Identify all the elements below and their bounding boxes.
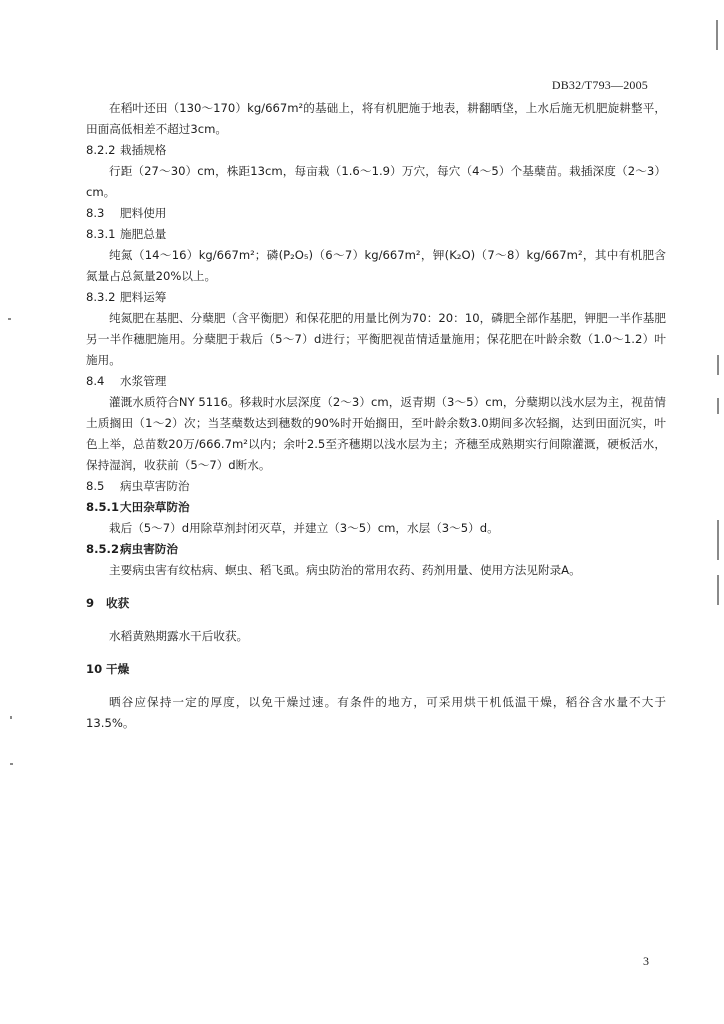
body-paragraph: 灌溉水质符合NY 5116。移栽时水层深度（2～3）cm，返青期（3～5）cm，分蘖期以浅水层为主，视苗情土质搁田（1～2）次；当茎蘖数达到穗数的90%时开始搁田，至叶龄余数3.0期间多次轻搁，达到田面沉实，叶色上举，总苗数20万/666.7m²以内；余叶2.5至齐穗期以浅水层为主；齐穗至成熟期实行间隙灌溉，硬板活水，保持湿润，收获前（5～7）d断水。 xyxy=(86,395,666,472)
heading-number: 10 xyxy=(86,662,103,676)
heading-number: 8.3.2 xyxy=(86,290,116,304)
scan-mark-right xyxy=(717,355,719,375)
body-paragraph: 晒谷应保持一定的厚度，以免干燥过速。有条件的地方，可采用烘干机低温干燥，稻谷含水量不大于13.5%。 xyxy=(86,695,666,730)
heading-number: 8.5.1 xyxy=(86,500,120,514)
scan-mark-left xyxy=(10,763,13,765)
body-paragraph: 行距（27～30）cm，株距13cm，每亩栽（1.6～1.9）万穴，每穴（4～5）个基蘖苗。栽插深度（2～3）cm。 xyxy=(86,164,666,199)
section-heading xyxy=(86,371,666,392)
section-heading xyxy=(86,224,666,245)
scan-mark-right xyxy=(717,575,719,605)
heading-number: 8.2.2 xyxy=(86,143,116,157)
heading-title: 病虫害防治 xyxy=(120,542,178,556)
scan-mark-left xyxy=(10,716,12,719)
body-paragraph: 在稻叶还田（130～170）kg/667m²的基础上，将有机肥施于地表，耕翻晒垡，上水后施无机肥旋耕整平，田面高低相差不超过3cm。 xyxy=(86,101,666,136)
heading-number: 9 xyxy=(86,596,95,610)
heading-number: 8.5.2 xyxy=(86,542,120,556)
body-paragraph: 水稻黄熟期露水干后收获。 xyxy=(109,629,249,643)
heading-title: 肥料运筹 xyxy=(120,290,167,304)
heading-title: 栽插规格 xyxy=(120,143,167,157)
standard-code: DB32/T793—2005 xyxy=(551,78,648,92)
heading-title: 收获 xyxy=(106,596,130,610)
scan-mark-right xyxy=(716,20,718,50)
section-heading xyxy=(86,497,666,518)
section-heading xyxy=(86,287,666,308)
body-paragraph: 栽后（5～7）d用除草剂封闭灭草，并建立（3～5）cm，水层（3～5）d。 xyxy=(109,521,499,535)
heading-title: 病虫草害防治 xyxy=(120,479,190,493)
heading-title: 水浆管理 xyxy=(120,374,167,388)
heading-number: 8.4 xyxy=(86,374,105,388)
heading-number: 8.5 xyxy=(86,479,105,493)
body-paragraph: 主要病虫害有纹枯病、螟虫、稻飞虱。病虫防治的常用农药、药剂用量、使用方法见附录A。 xyxy=(109,563,581,577)
heading-number: 8.3.1 xyxy=(86,227,116,241)
heading-title: 肥料使用 xyxy=(120,206,167,220)
body-paragraph: 纯氮（14～16）kg/667m²；磷(P₂O₅)（6～7）kg/667m²，钾(K₂O)（7～8）kg/667m²，其中有机肥含氮量占总氮量20%以上。 xyxy=(86,248,666,283)
section-heading xyxy=(86,140,666,161)
heading-title: 大田杂草防治 xyxy=(120,500,190,514)
body-paragraph: 纯氮肥在基肥、分蘖肥（含平衡肥）和保花肥的用量比例为70：20：10，磷肥全部作基肥，钾肥一半作基肥另一半作穗肥施用。分蘖肥于栽后（5～7）d进行；平衡肥视苗情适量施用；保花肥在叶龄余数（1.0～1.2）叶施用。 xyxy=(86,311,666,367)
scan-mark-right xyxy=(717,398,719,414)
chapter-heading xyxy=(86,659,666,680)
section-heading xyxy=(86,476,666,497)
chapter-heading xyxy=(86,593,666,614)
scan-mark-right xyxy=(717,520,719,560)
heading-number: 8.3 xyxy=(86,206,105,220)
section-heading xyxy=(86,203,666,224)
heading-title: 干燥 xyxy=(106,662,130,676)
page-number: 3 xyxy=(643,954,649,968)
scan-mark-left xyxy=(8,318,11,320)
section-heading xyxy=(86,539,666,560)
heading-title: 施肥总量 xyxy=(120,227,167,241)
document-body xyxy=(86,98,666,734)
